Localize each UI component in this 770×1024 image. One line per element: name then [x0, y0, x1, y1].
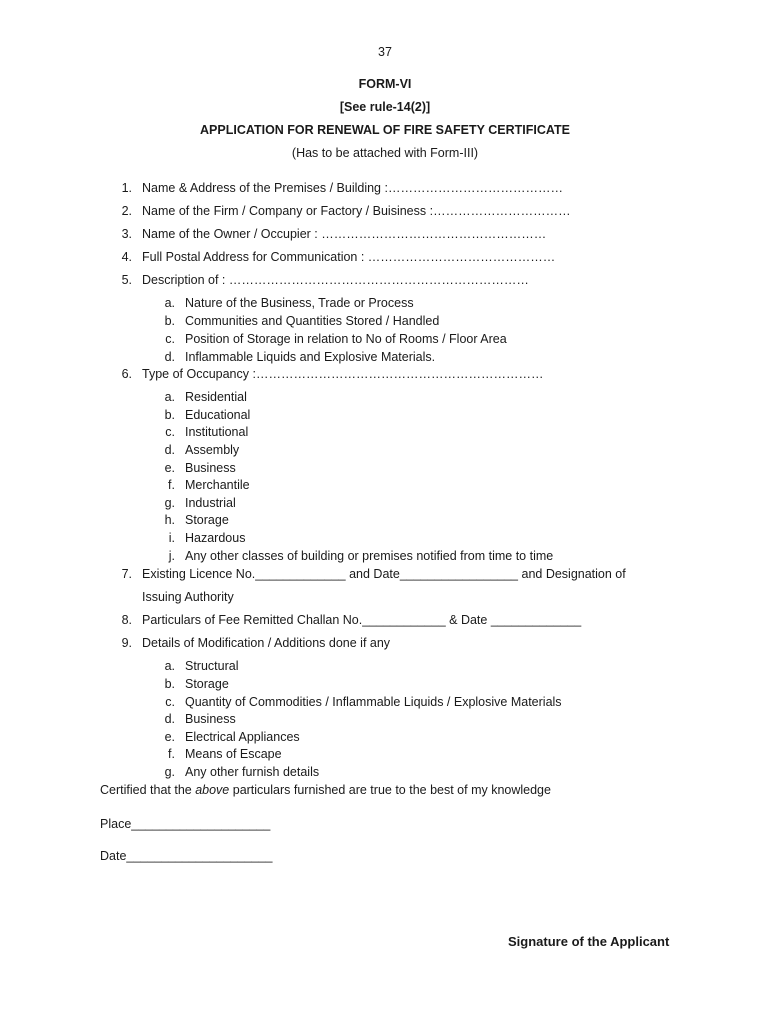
item-text: Name of the Firm / Company or Factory / Buisiness :……………………………	[142, 204, 571, 218]
sub-text: Means of Escape	[185, 747, 282, 761]
sub-text: Inflammable Liquids and Explosive Materials.	[185, 350, 436, 364]
sub-letter: a.	[164, 296, 175, 310]
sub-letter: h.	[164, 513, 175, 527]
sub-text: Any other furnish details	[185, 765, 320, 779]
item-text: Details of Modification / Additions done if any	[142, 636, 391, 650]
sub-letter: j.	[168, 549, 175, 563]
item-number: 3.	[121, 227, 132, 241]
sub-letter: b.	[164, 677, 175, 691]
sub-text: Industrial	[185, 496, 236, 510]
item-number: 7.	[121, 567, 132, 581]
sub-letter: b.	[164, 408, 175, 422]
sub-letter: c.	[165, 425, 175, 439]
applicant-signature-label: Signature of the Applicant	[508, 934, 670, 949]
item-text: Name & Address of the Premises / Building :……………………………………	[142, 181, 563, 195]
form-subheading: (Has to be attached with Form-III)	[291, 146, 479, 160]
sub-text: Quantity of Commodities / Inflammable Liquids / Explosive Materials	[185, 695, 562, 709]
date-field: Date_____________________	[100, 849, 273, 863]
item-text: Description of : ………………………………………………………………	[142, 273, 529, 287]
certify-emphasis: above	[195, 783, 230, 797]
sub-letter: e.	[164, 730, 175, 744]
form-heading: APPLICATION FOR RENEWAL OF FIRE SAFETY CERTIFICATE	[200, 123, 570, 137]
sub-letter: e.	[164, 461, 175, 475]
item-text: Particulars of Fee Remitted Challan No.____________ & Date _____________	[142, 613, 582, 627]
sub-text: Storage	[185, 677, 229, 691]
place-field: Place____________________	[100, 817, 271, 831]
sub-text: Storage	[185, 513, 229, 527]
sub-letter: g.	[164, 765, 175, 779]
sub-letter: f.	[168, 747, 175, 761]
sub-letter: d.	[164, 443, 175, 457]
certification-statement	[100, 783, 551, 797]
item-number: 9.	[121, 636, 132, 650]
sub-text: Business	[185, 712, 236, 726]
item-number: 8.	[121, 613, 132, 627]
sub-text: Hazardous	[185, 531, 246, 545]
item-number: 6.	[121, 367, 132, 381]
sub-text: Structural	[185, 659, 239, 673]
sub-letter: c.	[165, 332, 175, 346]
certify-text-after: particulars furnished are true to the best of my knowledge	[229, 783, 551, 797]
sub-letter: f.	[168, 478, 175, 492]
item-text: Existing Licence No._____________ and Date_________________ and Designation of	[142, 567, 626, 581]
item-text: Name of the Owner / Occupier : ………………………………………………	[142, 227, 547, 241]
item-number: 1.	[121, 181, 132, 195]
sub-letter: a.	[164, 659, 175, 673]
sub-letter: g.	[164, 496, 175, 510]
sub-text: Residential	[185, 390, 247, 404]
sub-letter: c.	[165, 695, 175, 709]
sub-letter: b.	[164, 314, 175, 328]
form-title: FORM-VI	[358, 77, 412, 91]
rule-reference: [See rule-14(2)]	[339, 100, 431, 114]
sub-text: Assembly	[185, 443, 240, 457]
sub-letter: d.	[164, 712, 175, 726]
item-number: 5.	[121, 273, 132, 287]
certify-text-before: Certified that the	[100, 783, 196, 797]
item-number: 2.	[121, 204, 132, 218]
item-text: Full Postal Address for Communication : ………………………………………	[142, 250, 556, 264]
sub-text: Educational	[185, 408, 251, 422]
sub-text: Communities and Quantities Stored / Handled	[185, 314, 440, 328]
sub-text: Position of Storage in relation to No of Rooms / Floor Area	[185, 332, 507, 346]
sub-text: Any other classes of building or premises notified from time to time	[185, 549, 554, 563]
sub-text: Institutional	[185, 425, 249, 439]
page-number: 37	[378, 45, 392, 59]
sub-letter: a.	[164, 390, 175, 404]
sub-text: Nature of the Business, Trade or Process	[185, 296, 414, 310]
sub-text: Business	[185, 461, 236, 475]
item-text: Type of Occupancy :……………………………………………………………	[142, 367, 544, 381]
sub-text: Merchantile	[185, 478, 250, 492]
sub-text: Electrical Appliances	[185, 730, 300, 744]
sub-letter: d.	[164, 350, 175, 364]
item-number: 4.	[121, 250, 132, 264]
item-text-continued: Issuing Authority	[142, 590, 234, 604]
sub-letter: i.	[168, 531, 175, 545]
